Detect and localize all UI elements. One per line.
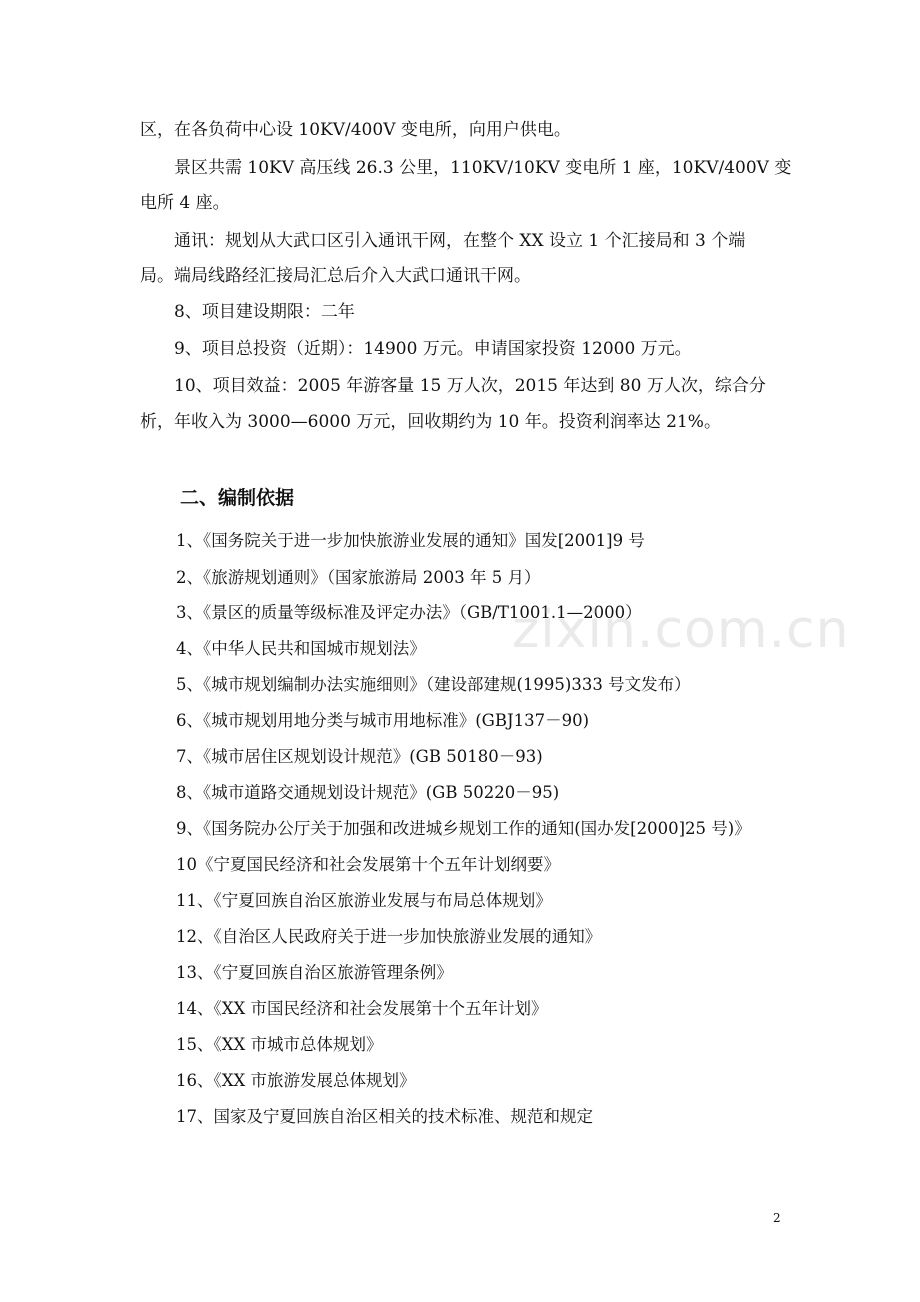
body-line-3: 电所 4 座。 [140, 193, 230, 213]
reference-item: 1、《国务院关于进一步加快旅游业发展的通知》国发[2001]9 号 [176, 531, 645, 550]
reference-item: 8、《城市道路交通规划设计规范》(GB 50220－95) [176, 783, 560, 802]
page-number: 2 [773, 1211, 781, 1225]
reference-item: 11、《宁夏回族自治区旅游业发展与布局总体规划》 [176, 891, 552, 910]
body-line-2: 景区共需 10KV 高压线 26.3 公里，110KV/10KV 变电所 1 座，10KV/400V 变 [174, 158, 792, 178]
reference-item: 5、《城市规划编制办法实施细则》（建设部建规(1995)333 号文发布） [176, 675, 691, 694]
reference-item: 17、国家及宁夏回族自治区相关的技术标准、规范和规定 [176, 1107, 593, 1126]
reference-item: 3、《景区的质量等级标准及评定办法》（GB/T1001.1—2000） [176, 603, 642, 622]
body-line-5: 局。端局线路经汇接局汇总后介入大武口通讯干网。 [140, 266, 531, 286]
section-heading: 二、编制依据 [180, 487, 295, 509]
body-line-1: 区，在各负荷中心设 10KV/400V 变电所，向用户供电。 [140, 120, 571, 140]
reference-item: 6、《城市规划用地分类与城市用地标准》(GBJ137－90) [176, 711, 590, 730]
body-line-7: 9、项目总投资（近期）：14900 万元。申请国家投资 12000 万元。 [174, 339, 692, 359]
reference-item: 2、《旅游规划通则》（国家旅游局 2003 年 5 月） [176, 568, 541, 587]
reference-item: 13、《宁夏回族自治区旅游管理条例》 [176, 963, 453, 982]
reference-item: 10《宁夏国民经济和社会发展第十个五年计划纲要》 [176, 855, 560, 874]
reference-item: 14、《XX 市国民经济和社会发展第十个五年计划》 [176, 999, 548, 1018]
reference-item: 15、《XX 市城市总体规划》 [176, 1035, 383, 1054]
body-line-8: 10、项目效益：2005 年游客量 15 万人次，2015 年达到 80 万人次，综合分 [174, 376, 766, 396]
body-line-4: 通讯：规划从大武口区引入通讯干网，在整个 XX 设立 1 个汇接局和 3 个端 [174, 231, 746, 251]
reference-item: 16、《XX 市旅游发展总体规划》 [176, 1071, 416, 1090]
body-line-6: 8、项目建设期限：二年 [174, 302, 355, 322]
reference-item: 7、《城市居住区规划设计规范》(GB 50180－93) [176, 747, 543, 766]
reference-item: 4、《中华人民共和国城市规划法》 [176, 639, 426, 658]
watermark: zixin.com.cn [512, 600, 850, 660]
reference-item: 9、《国务院办公厅关于加强和改进城乡规划工作的通知(国办发[2000]25 号)》 [176, 819, 751, 838]
reference-item: 12、《自治区人民政府关于进一步加快旅游业发展的通知》 [176, 927, 602, 946]
body-line-9: 析，年收入为 3000—6000 万元，回收期约为 10 年。投资利润率达 21%。 [140, 412, 721, 432]
